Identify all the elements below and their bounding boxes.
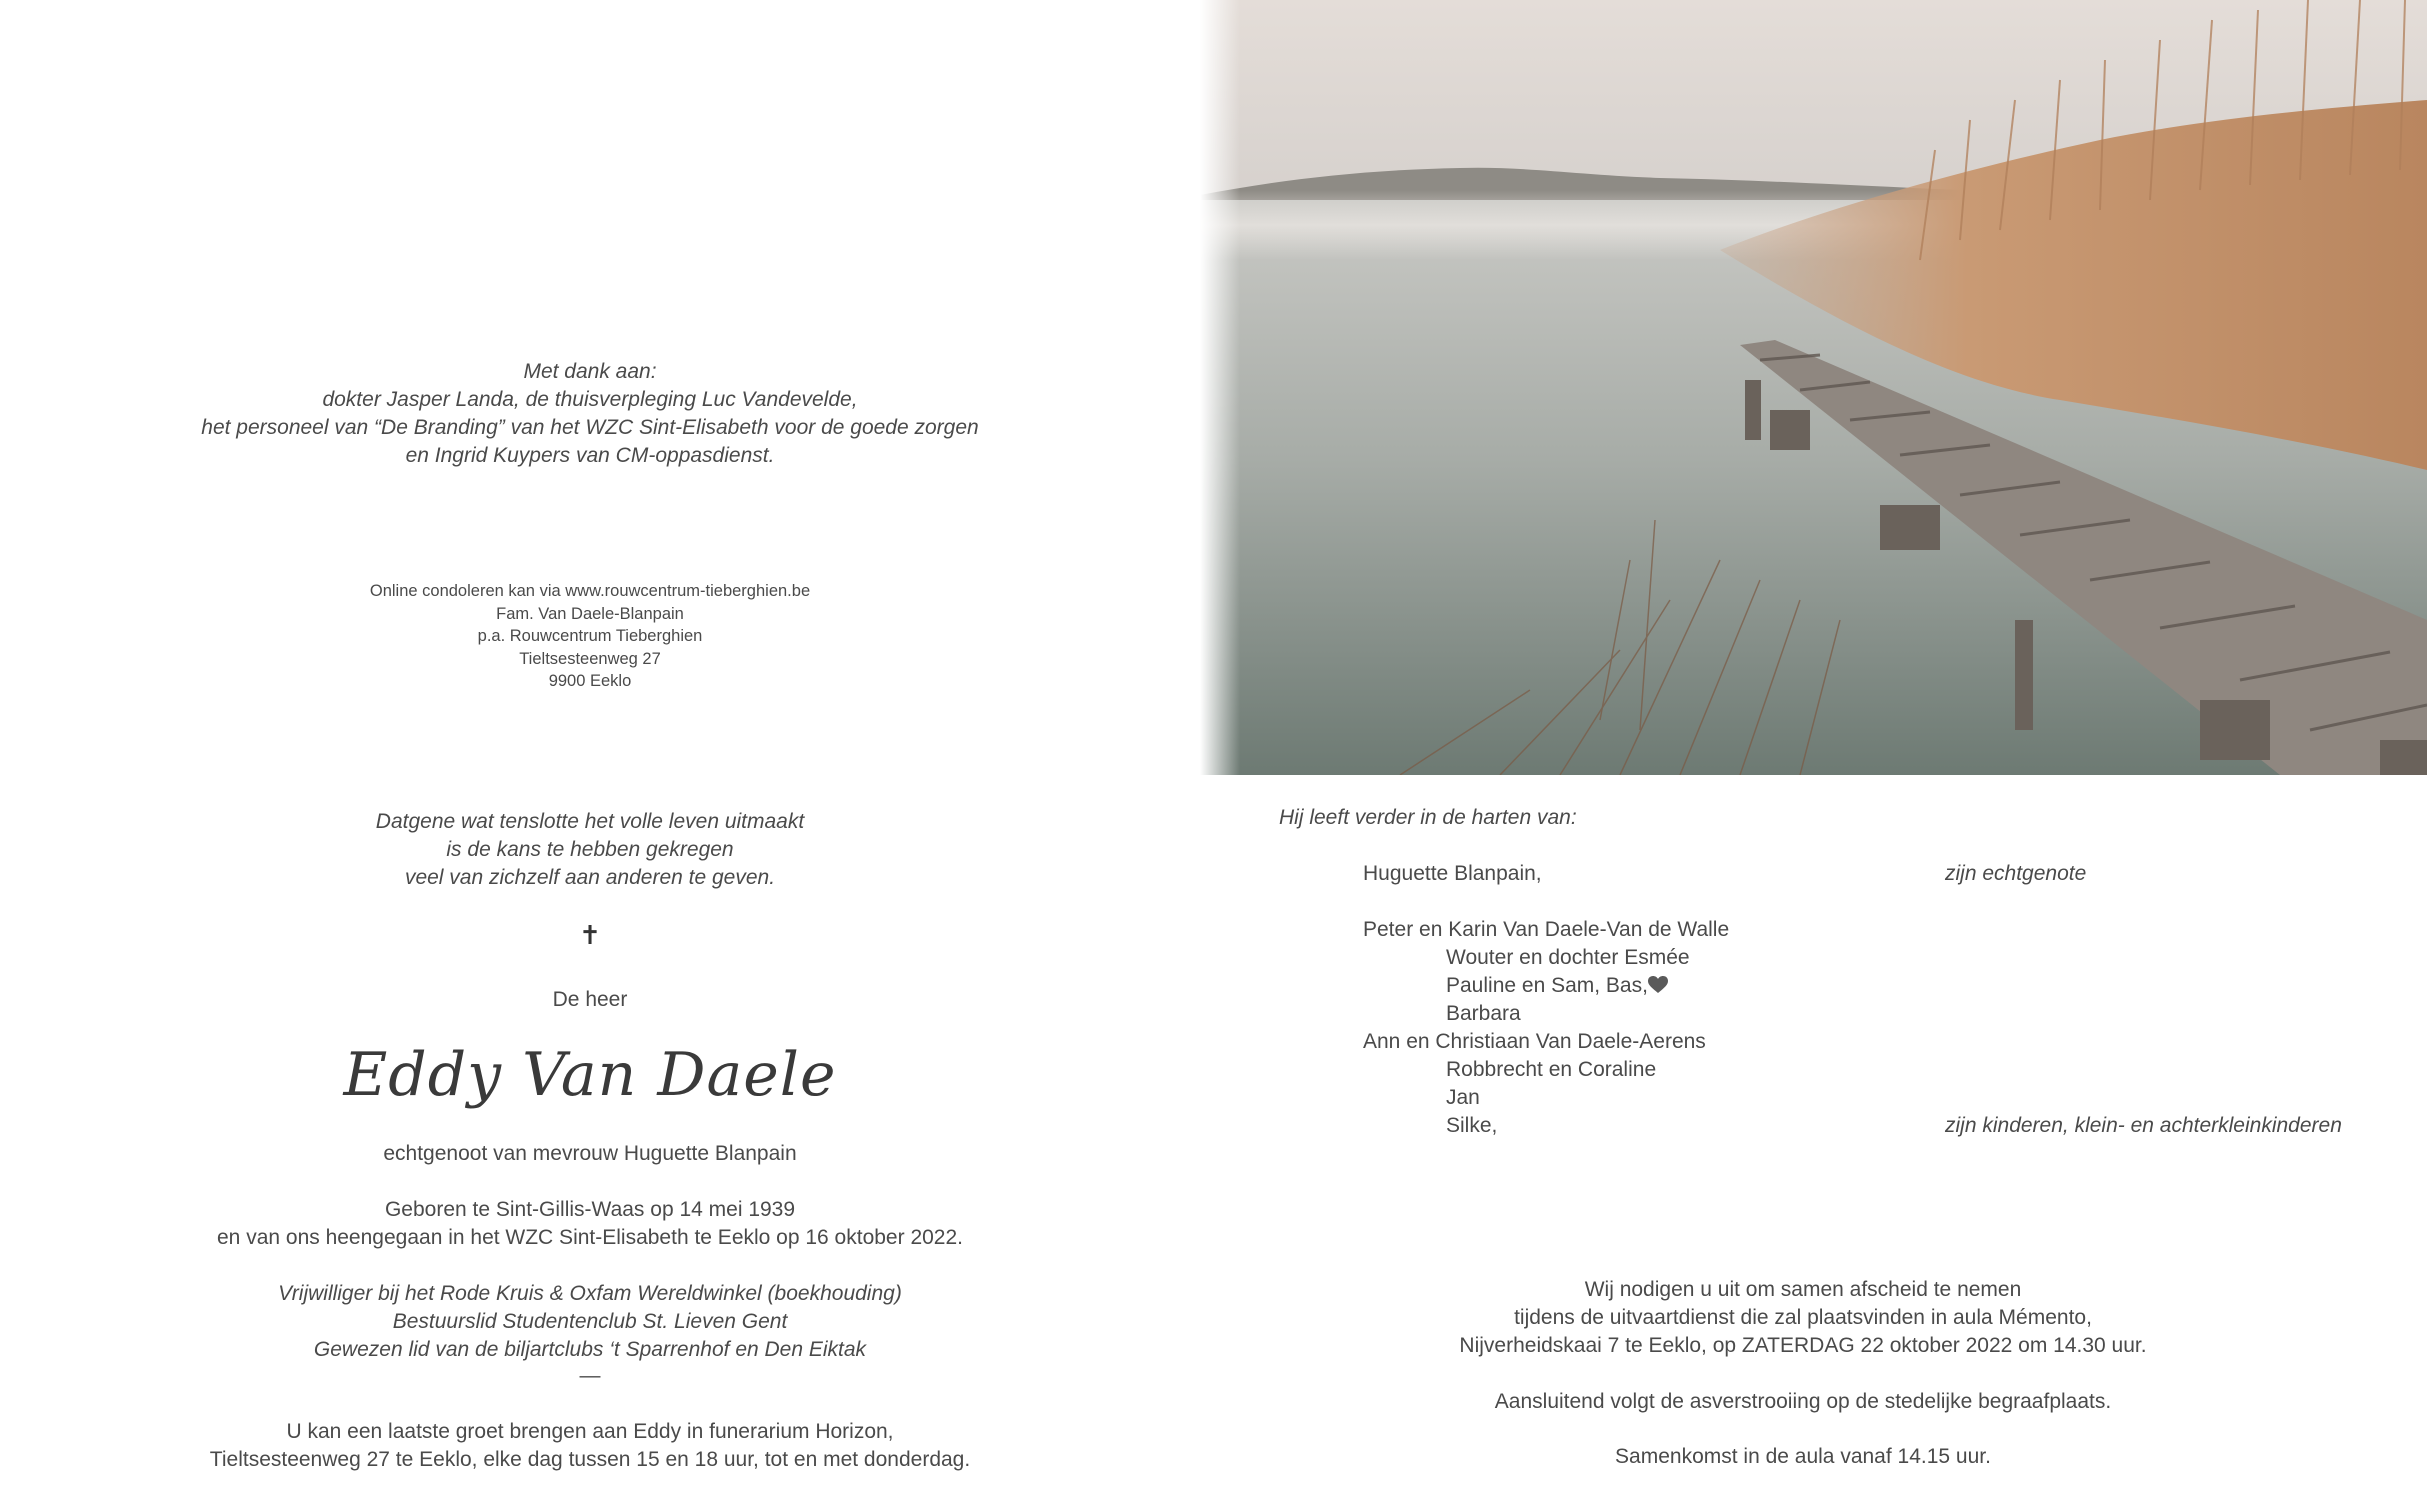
survived-by-heading: Hij leeft verder in de harten van: xyxy=(1279,806,1577,829)
family-member: Huguette Blanpain, xyxy=(1363,862,1542,885)
birth-line: Geboren te Sint-Gillis-Waas op 14 mei 1939 xyxy=(384,1198,796,1221)
family-member: Barbara xyxy=(1446,1002,1521,1025)
heart-icon xyxy=(1648,976,1668,994)
thanks-line: dokter Jasper Landa, de thuisverpleging Luc Vandevelde, xyxy=(322,388,858,411)
family-member: Wouter en dochter Esmée xyxy=(1446,946,1690,969)
lake-jetty-photo xyxy=(1200,0,2427,775)
relation-spouse: zijn echtgenote xyxy=(1945,862,2087,885)
volunteer-line: Gewezen lid van de biljartclubs ‘t Sparrenhof en Den Eiktak xyxy=(313,1338,867,1361)
family-member: Silke, xyxy=(1446,1114,1498,1137)
invite-line: tijdens de uitvaartdienst die zal plaatsvinden in aula Mémento, xyxy=(1514,1306,2092,1329)
condolence-website: Online condoleren kan via www.rouwcentrum-tieberghien.be xyxy=(369,582,811,600)
quote-line: is de kans te hebben gekregen xyxy=(446,838,734,861)
thanks-heading: Met dank aan: xyxy=(523,360,657,383)
thanks-line: het personeel van “De Branding” van het WZC Sint-Elisabeth voor de goede zorgen xyxy=(201,416,979,439)
visit-line: U kan een laatste groet brengen aan Eddy in funerarium Horizon, xyxy=(286,1420,894,1443)
ash-scattering-info: Aansluitend volgt de asverstrooiing op de stedelijke begraafplaats. xyxy=(1494,1390,2112,1413)
meeting-time: Samenkomst in de aula vanaf 14.15 uur. xyxy=(1615,1445,1991,1468)
invite-line: Nijverheidskaai 7 te Eeklo, op ZATERDAG 22 oktober 2022 om 14.30 uur. xyxy=(1459,1334,2147,1357)
family-member: Jan xyxy=(1446,1086,1480,1109)
visit-line: Tieltsesteenweg 27 te Eeklo, elke dag tussen 15 en 18 uur, tot en met donderdag. xyxy=(209,1448,971,1471)
salutation: De heer xyxy=(552,988,628,1011)
memorial-quote xyxy=(0,808,1180,892)
invite-line: Wij nodigen u uit om samen afscheid te nemen xyxy=(1584,1278,2022,1301)
birth-death-info xyxy=(0,1196,1180,1252)
contact-line: Tieltsesteenweg 27 xyxy=(519,649,661,668)
contact-line: 9900 Eeklo xyxy=(548,672,632,690)
quote-line: veel van zichzelf aan anderen te geven. xyxy=(404,866,776,889)
volunteer-info xyxy=(0,1280,1180,1364)
family-member: Robbrecht en Coraline xyxy=(1446,1058,1657,1081)
relation-children: zijn kinderen, klein- en achterkleinkinderen xyxy=(1945,1114,2342,1137)
quote-line: Datgene wat tenslotte het volle leven uitmaakt xyxy=(375,810,805,833)
family-member: Ann en Christiaan Van Daele-Aerens xyxy=(1363,1030,1706,1053)
funeral-invitation xyxy=(1280,1276,2326,1360)
thanks-line: en Ingrid Kuypers van CM-oppasdienst. xyxy=(405,444,775,467)
volunteer-line: Bestuurslid Studentenclub St. Lieven Gent xyxy=(392,1310,788,1333)
thanks-section xyxy=(0,358,1180,470)
family-member xyxy=(1446,972,1668,1000)
divider: — xyxy=(579,1364,601,1387)
contact-section xyxy=(0,580,1180,693)
family-member: Peter en Karin Van Daele-Van de Walle xyxy=(1363,918,1730,941)
volunteer-line: Vrijwilliger bij het Rode Kruis & Oxfam Wereldwinkel (boekhouding) xyxy=(278,1282,902,1305)
contact-line: Fam. Van Daele-Blanpain xyxy=(496,604,684,623)
cross-icon: ✝ xyxy=(579,920,601,950)
deceased-name: Eddy Van Daele xyxy=(343,1040,837,1110)
spouse-line: echtgenoot van mevrouw Huguette Blanpain xyxy=(383,1142,797,1165)
contact-line: p.a. Rouwcentrum Tieberghien xyxy=(477,627,703,645)
death-line: en van ons heengegaan in het WZC Sint-Elisabeth te Eeklo op 16 oktober 2022. xyxy=(217,1226,963,1249)
visit-info xyxy=(0,1418,1180,1474)
family-member-text: Pauline en Sam, Bas, xyxy=(1446,974,1648,997)
